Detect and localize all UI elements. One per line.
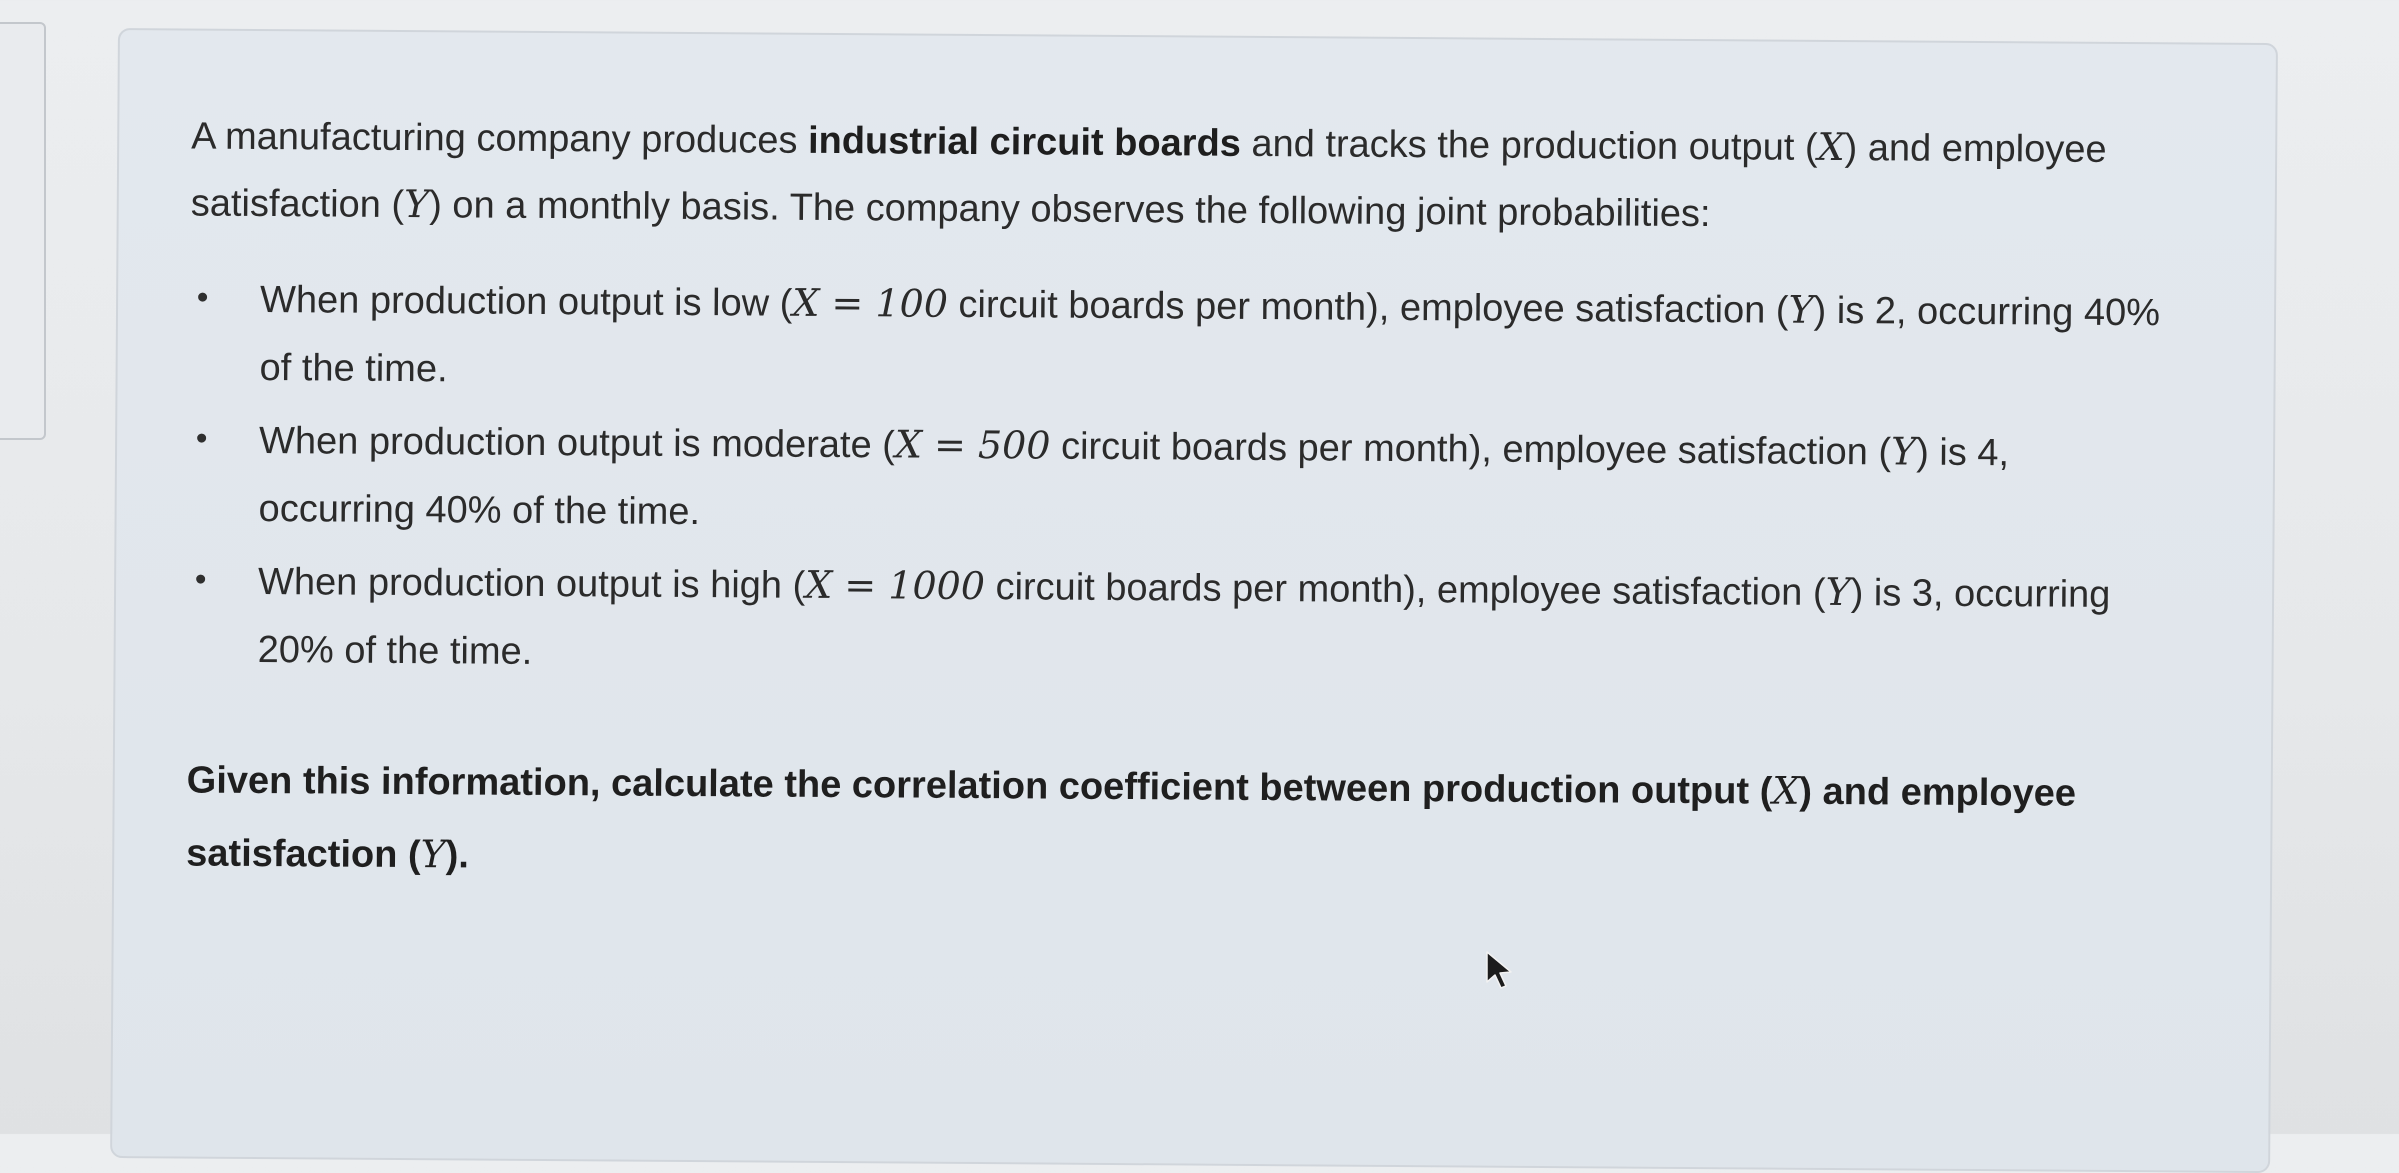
scenario-text: ) is 2, occurring 40% of the time.	[259, 289, 2161, 391]
question-text: ) and employee satisfaction (	[186, 770, 2077, 877]
bullet-icon	[198, 293, 207, 302]
side-panel-edge	[0, 22, 46, 440]
question-card	[110, 28, 2278, 1173]
question-content	[186, 103, 2171, 904]
scenario-list	[187, 265, 2170, 698]
variable-y: Y	[1825, 569, 1851, 615]
scenario-equation: X = 500	[894, 422, 1051, 468]
question-prompt	[186, 743, 2167, 903]
question-text: ).	[445, 834, 470, 877]
intro-text-mid2: ) and employee satisfaction (	[190, 127, 2107, 227]
scenario-text: When production output is moderate (	[258, 419, 896, 467]
variable-x: X	[1817, 124, 1845, 170]
mouse-pointer-icon	[1485, 950, 1515, 990]
scenario-text: circuit boards per month), employee satisfaction (	[984, 566, 1826, 614]
scenario-equation: X = 100	[792, 280, 949, 326]
bullet-icon	[197, 434, 206, 443]
scenario-text: ) is 4, occurring 40% of the time.	[258, 431, 2010, 534]
intro-text-mid: and tracks the production output (	[1240, 122, 1818, 169]
scenario-text: When production output is high (	[257, 560, 806, 607]
scenario-text: ) is 3, occurring 20% of the time.	[257, 572, 2111, 673]
variable-y: Y	[1788, 287, 1814, 332]
problem-statement	[191, 103, 2172, 251]
scenario-text: circuit boards per month), employee satisfaction (	[1050, 425, 1892, 474]
scenario-equation: X = 1000	[805, 562, 986, 609]
question-text: Given this information, calculate the correlation coefficient between production output (	[186, 759, 1773, 813]
variable-y: Y	[1890, 429, 1917, 474]
intro-text-end: ) on a monthly basis. The company observes the following joint probabilities:	[429, 184, 1711, 236]
scenario-text: When production output is low (	[259, 278, 793, 325]
intro-text-start: A manufacturing company produces	[191, 115, 809, 162]
scenario-high	[187, 547, 2168, 698]
bullet-icon	[196, 575, 205, 584]
scenario-moderate	[188, 406, 2169, 557]
variable-y: Y	[420, 832, 446, 877]
scenario-low	[189, 265, 2170, 416]
scenario-text: circuit boards per month), employee satisfaction (	[947, 283, 1789, 332]
variable-y: Y	[403, 182, 430, 227]
product-emphasis: industrial circuit boards	[807, 119, 1242, 165]
variable-x: X	[1772, 768, 1800, 813]
